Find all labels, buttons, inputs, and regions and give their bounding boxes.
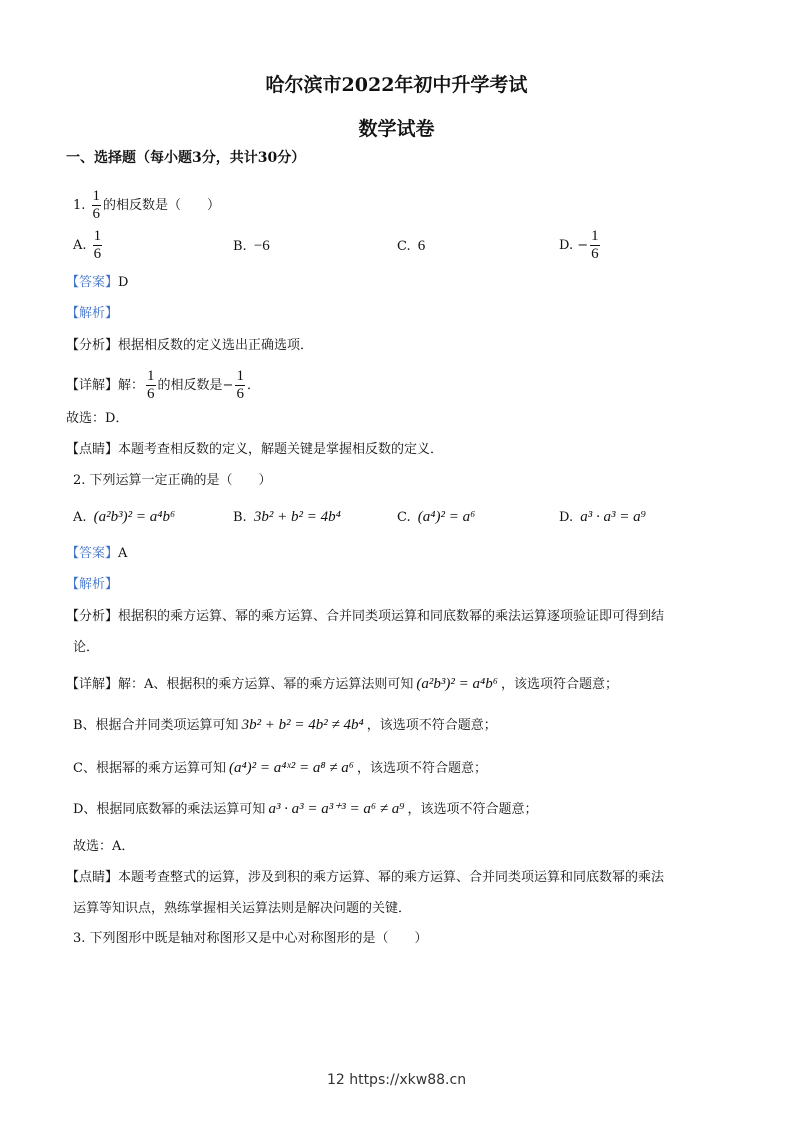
page-footer[interactable]: 12 https://xkw88.cn	[326, 1072, 467, 1088]
text-span: 解：	[118, 378, 145, 393]
section-heading: 一、选择题（每小题3分，共计30分）	[66, 150, 306, 166]
q1-xiangjie	[66, 368, 260, 403]
text-span: 6	[147, 386, 155, 402]
q1-answer	[66, 274, 128, 292]
text-span: D.	[559, 510, 574, 525]
text-span: 6	[93, 246, 102, 262]
text-span: ，该选项不符合题意；	[407, 802, 538, 817]
text-span: 根据积的乘方运算、幂的乘方运算、合并同类项运算和同底数幂的乘法运算逐项验证即可得到结	[118, 609, 665, 624]
text-span: 【分析】	[66, 609, 119, 624]
q2-analysis-tag: 【解析】	[66, 577, 119, 592]
text-span: ，该选项不符合题意；	[366, 718, 497, 733]
q2-option-c	[397, 508, 478, 527]
q1-option-c	[397, 237, 428, 256]
text-span: B、根据合并同类项运算可知	[73, 718, 239, 733]
text-span: 1.	[73, 198, 86, 213]
q2-xiangjie-a	[66, 675, 618, 694]
fraction	[93, 228, 103, 263]
math-expression: (a⁴)² = a⁶	[417, 509, 476, 525]
text-span: 【分析】	[66, 338, 119, 353]
text-span: D、根据同底数幂的乘法运算可知	[73, 802, 266, 817]
q1-dianjing	[66, 441, 443, 459]
fraction	[146, 368, 156, 403]
text-span: 根据相反数的定义选出正确选项．	[118, 338, 314, 353]
exam-subtitle: 数学试卷	[358, 118, 435, 140]
text-span: ，该选项符合题意；	[500, 677, 618, 692]
q1-analysis-tag: 【解析】	[66, 306, 119, 321]
text-span: 【详解】	[66, 677, 119, 692]
q2-xiangjie-c	[73, 759, 487, 778]
q2-choice: 故选：A．	[73, 839, 135, 854]
text-span: 的相反数是（ ）	[103, 198, 221, 213]
q2-option-d	[559, 508, 649, 527]
text-span: A	[118, 546, 128, 561]
exam-title: 哈尔滨市2022年初中升学考试	[265, 74, 528, 96]
math-expression: (a²b³)² = a⁴b⁶	[416, 676, 498, 692]
q2-answer	[66, 545, 127, 563]
math-expression: 6	[417, 238, 426, 254]
text-span: A.	[73, 510, 87, 525]
q2-option-b	[233, 508, 344, 527]
text-span: 3.	[73, 931, 86, 946]
fraction	[235, 368, 245, 403]
text-span: A.	[73, 238, 87, 253]
text-span: C.	[397, 510, 411, 525]
q1-option-d	[559, 228, 602, 263]
q1-option-b	[233, 237, 273, 256]
q2-fenxi	[66, 608, 664, 626]
math-expression: −6	[253, 238, 270, 254]
q1-options	[73, 228, 723, 268]
q3-stem	[73, 930, 428, 948]
math-expression: 3b² + b² = 4b² ≠ 4b⁴	[241, 717, 364, 733]
text-span: 下列运算一定正确的是（ ）	[89, 473, 272, 488]
text-span: 1	[236, 368, 244, 384]
q2-options	[73, 508, 723, 532]
text-span: 本题考查整式的运算，涉及到积的乘方运算、幂的乘方运算、合并同类项运算和同底数幂的乘法	[118, 870, 665, 885]
text-span: 6	[236, 386, 244, 402]
text-span: 【点睛】	[66, 442, 119, 457]
text-span: 1	[92, 188, 101, 204]
text-span: D	[118, 275, 129, 290]
q2-fenxi-cont: 论．	[73, 640, 100, 655]
q2-xiangjie-d	[73, 800, 538, 819]
text-span: 1	[93, 228, 102, 244]
text-span: 6	[591, 246, 599, 262]
text-span: 本题考查相反数的定义，解题关键是掌握相反数的定义．	[118, 442, 444, 457]
text-span: C、根据幂的乘方运算可知	[73, 761, 226, 776]
fraction	[92, 188, 102, 223]
text-span: C.	[397, 239, 411, 254]
q1-fenxi	[66, 337, 313, 355]
q1-stem	[73, 188, 220, 223]
text-span: ，该选项不符合题意；	[357, 761, 488, 776]
math-expression: a³ · a³ = a³⁺³ = a⁶ ≠ a⁹	[268, 801, 405, 817]
q1-option-a	[73, 228, 104, 263]
text-span: 6	[92, 206, 101, 222]
q2-dianjing	[66, 869, 664, 887]
text-span: 1	[147, 368, 155, 384]
q2-xiangjie-b	[73, 716, 497, 735]
text-span: 2.	[73, 473, 86, 488]
q2-dianjing-cont: 运算等知识点，熟练掌握相关运算法则是解决问题的关键．	[73, 901, 412, 916]
text-span: ．	[246, 378, 260, 393]
text-span: 下列图形中既是轴对称图形又是中心对称图形的是（ ）	[89, 931, 428, 946]
fraction	[590, 228, 600, 263]
text-span: 【详解】	[66, 378, 119, 393]
q2-stem	[73, 472, 272, 490]
text-span: 【答案】	[66, 275, 119, 290]
q2-option-a	[73, 508, 178, 527]
text-span: 解：A、根据积的乘方运算、幂的乘方运算法则可知	[118, 677, 414, 692]
text-span: 【答案】	[66, 546, 119, 561]
text-span: 1	[591, 228, 599, 244]
math-expression: (a²b³)² = a⁴b⁶	[93, 509, 176, 525]
text-span: −	[577, 238, 589, 253]
text-span: B.	[233, 510, 247, 525]
math-expression: a³ · a³ = a⁹	[580, 509, 646, 525]
q1-choice: 故选：D．	[66, 411, 129, 426]
math-expression: 3b² + b² = 4b⁴	[253, 509, 341, 525]
text-span: 的相反数是−	[157, 378, 234, 393]
math-expression: (a⁴)² = a⁴ˣ² = a⁸ ≠ a⁶	[228, 760, 355, 776]
text-span: B.	[233, 239, 247, 254]
text-span: D.	[559, 238, 574, 253]
text-span: 【点睛】	[66, 870, 119, 885]
